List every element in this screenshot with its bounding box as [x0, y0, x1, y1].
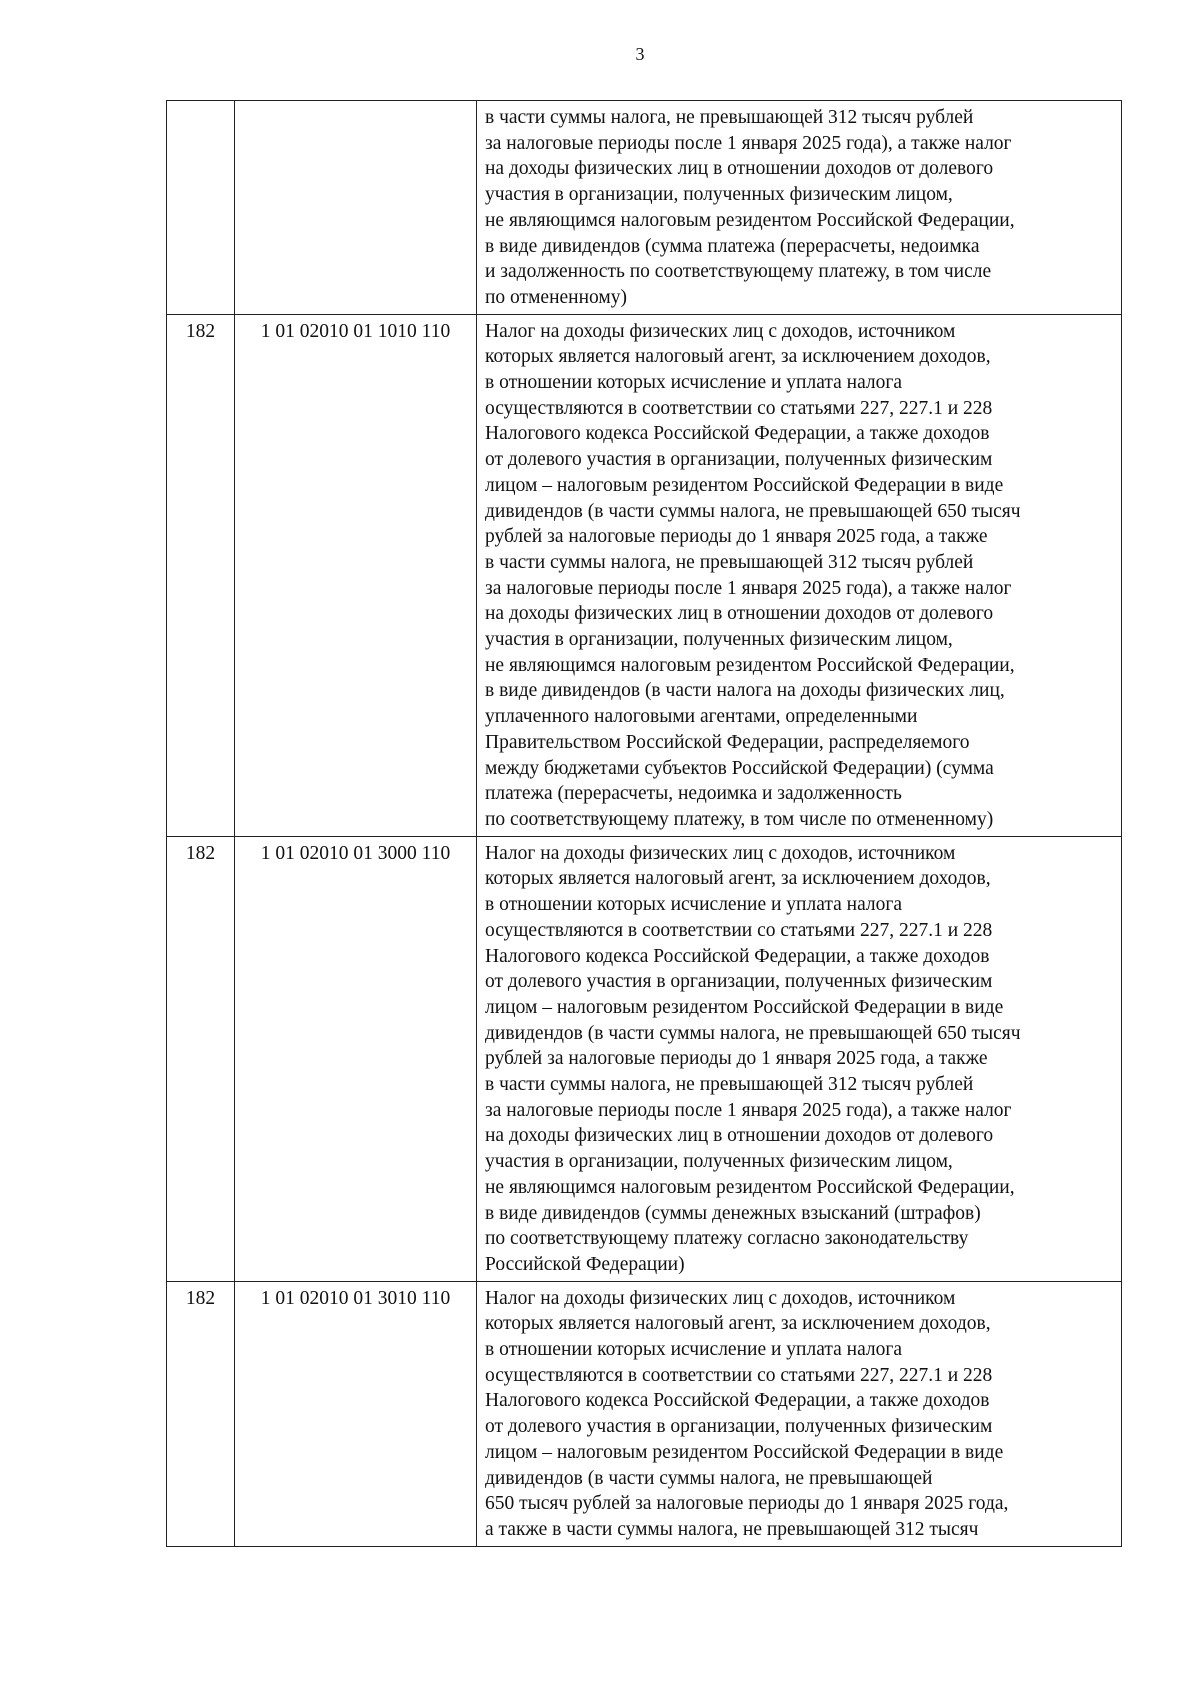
description-line: Налогового кодекса Российской Федерации, а также доходов — [485, 945, 990, 967]
description-cell — [477, 836, 1122, 1281]
description-line: от долевого участия в организации, полученных физическим — [485, 971, 993, 993]
description-line: которых является налоговый агент, за исключением доходов, — [485, 346, 991, 368]
description-line: по соответствующему платежу, в том числе по отмененному) — [485, 808, 994, 830]
description-line: от долевого участия в организации, полученных физическим — [485, 1416, 993, 1438]
description-line: на доходы физических лиц в отношении доходов от долевого — [485, 1125, 994, 1147]
description-line: осуществляются в соответствии со статьями 227, 227.1 и 228 — [485, 919, 993, 941]
kbk-cell: 1 01 02010 01 3010 110 — [235, 1281, 477, 1546]
description-line: уплаченного налоговыми агентами, определенными — [485, 706, 918, 728]
description-line: лицом – налоговым резидентом Российской Федерации в виде — [485, 996, 1004, 1018]
description-cell — [477, 1281, 1122, 1546]
description-line: в виде дивидендов (суммы денежных взысканий (штрафов) — [485, 1202, 981, 1224]
description-line: а также в части суммы налога, не превышающей 312 тысяч — [485, 1518, 979, 1540]
admin-code-cell: 182 — [167, 314, 235, 836]
description-line: которых является налоговый агент, за исключением доходов, — [485, 868, 991, 890]
description-line: не являющимся налоговым резидентом Российской Федерации, — [485, 1176, 1015, 1198]
description-line: не являющимся налоговым резидентом Российской Федерации, — [485, 209, 1015, 231]
budget-codes-table — [166, 100, 1122, 1547]
description-line: дивидендов (в части суммы налога, не превышающей 650 тысяч — [485, 500, 1021, 522]
description-line: рублей за налоговые периоды до 1 января 2025 года, а также — [485, 1048, 988, 1070]
description-line: в виде дивидендов (сумма платежа (перерасчеты, недоимка — [485, 235, 980, 257]
admin-code-cell — [167, 101, 235, 315]
description-line: рублей за налоговые периоды до 1 января 2025 года, а также — [485, 526, 988, 548]
description-line: на доходы физических лиц в отношении доходов от долевого — [485, 603, 994, 625]
description-line: лицом – налоговым резидентом Российской Федерации в виде — [485, 474, 1004, 496]
page-number: 3 — [635, 44, 645, 64]
description-line: за налоговые периоды после 1 января 2025 года), а также налог — [485, 577, 1012, 599]
description-line: в части суммы налога, не превышающей 312 тысяч рублей — [485, 107, 974, 128]
description-line: не являющимся налоговым резидентом Российской Федерации, — [485, 654, 1015, 676]
description-line: между бюджетами субъектов Российской Федерации) (сумма — [485, 757, 994, 779]
description-line: по соответствующему платежу согласно законодательству — [485, 1228, 969, 1250]
description-line: Правительством Российской Федерации, распределяемого — [485, 731, 970, 753]
description-cell — [477, 314, 1122, 836]
description-line: участия в организации, полученных физическим лицом, — [485, 1151, 953, 1173]
description-line: Налог на доходы физических лиц с доходов, источником — [485, 842, 956, 864]
description-line: в части суммы налога, не превышающей 312 тысяч рублей — [485, 1074, 974, 1096]
description-line: дивидендов (в части суммы налога, не превышающей 650 тысяч — [485, 1022, 1021, 1044]
description-line: осуществляются в соответствии со статьями 227, 227.1 и 228 — [485, 1364, 993, 1386]
description-line: в отношении которых исчисление и уплата налога — [485, 1339, 903, 1361]
description-line: за налоговые периоды после 1 января 2025 года), а также налог — [485, 1099, 1012, 1121]
description-line: в виде дивидендов (в части налога на доходы физических лиц, — [485, 680, 1005, 702]
description-line: лицом – налоговым резидентом Российской Федерации в виде — [485, 1441, 1004, 1463]
description-cell — [477, 101, 1122, 315]
kbk-cell: 1 01 02010 01 3000 110 — [235, 836, 477, 1281]
description-line: Налогового кодекса Российской Федерации, а также доходов — [485, 423, 990, 445]
description-line: которых является налоговый агент, за исключением доходов, — [485, 1313, 991, 1335]
description-line: в отношении которых исчисление и уплата налога — [485, 372, 903, 394]
description-line: платежа (перерасчеты, недоимка и задолженность — [485, 783, 902, 805]
admin-code-cell: 182 — [167, 836, 235, 1281]
table-row — [167, 836, 1122, 1281]
description-line: Налог на доходы физических лиц с доходов, источником — [485, 320, 956, 342]
description-line: участия в организации, полученных физическим лицом, — [485, 629, 953, 651]
description-line: осуществляются в соответствии со статьями 227, 227.1 и 228 — [485, 397, 993, 419]
description-line: в части суммы налога, не превышающей 312 тысяч рублей — [485, 551, 974, 573]
kbk-cell: 1 01 02010 01 1010 110 — [235, 314, 477, 836]
description-line: по отмененному) — [485, 286, 627, 308]
kbk-cell — [235, 101, 477, 315]
description-line: Налог на доходы физических лиц с доходов, источником — [485, 1287, 956, 1309]
description-line: Налогового кодекса Российской Федерации, а также доходов — [485, 1390, 990, 1412]
description-line: 650 тысяч рублей за налоговые периоды до 1 января 2025 года, — [485, 1493, 1009, 1515]
description-line: дивидендов (в части суммы налога, не превышающей — [485, 1467, 933, 1489]
description-line: участия в организации, полученных физическим лицом, — [485, 184, 953, 206]
description-line: Российской Федерации) — [485, 1253, 685, 1275]
description-line: за налоговые периоды после 1 января 2025 года), а также налог — [485, 132, 1012, 154]
table-row — [167, 101, 1122, 315]
admin-code-cell: 182 — [167, 1281, 235, 1546]
table-row — [167, 314, 1122, 836]
description-line: в отношении которых исчисление и уплата налога — [485, 894, 903, 916]
description-line: и задолженность по соответствующему платежу, в том числе — [485, 261, 992, 283]
description-line: на доходы физических лиц в отношении доходов от долевого — [485, 158, 994, 180]
description-line: от долевого участия в организации, полученных физическим — [485, 449, 993, 471]
table-row — [167, 1281, 1122, 1546]
